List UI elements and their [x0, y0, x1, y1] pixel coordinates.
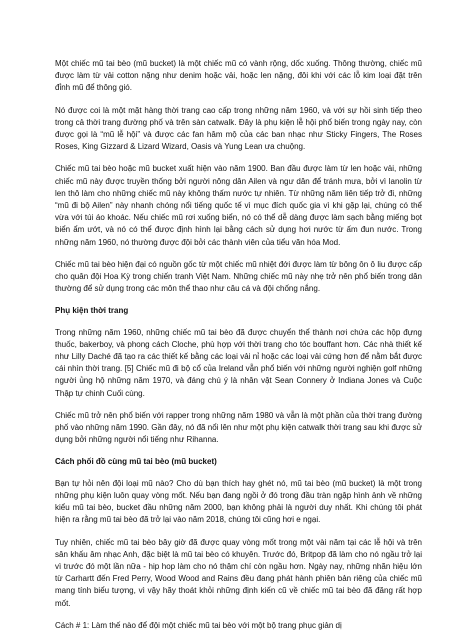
paragraph-designers: Trong những năm 1960, những chiếc mũ tai bèo đã được chuyển thể thành nơi chứa các hộp đựng thuốc, bakerboy, và phong cách Cloche, phù hợp với thời trang cho tóc bouffant hơn. Các nhà thiết kế như Lilly Daché đã tạo ra các thiết kế bằng các loại vải nỉ hoặc các loại vải cứng hơn để nằm bắt được cái nhìn thời trang. [5] Chiếc mũ đi bộ cổ của Ireland vẫn phổ biến với những người nghiện golf những người ủng hộ những năm 1970, và đáng chú ý là nhân vật Sean Connery ở Indiana Jones và Cuộc Thập tự chinh Cuối cùng. [55, 327, 422, 398]
section-heading-styling: Cách phối đồ cùng mũ tai bèo (mũ bucket) [55, 457, 217, 467]
paragraph-rappers: Chiếc mũ trở nên phổ biến với rapper trong những năm 1980 và vẫn là một phần của thời trang đường phố vào những năm 1990. Gần đây, nó đã nổi lên như một phụ kiện catwalk thời trang sau khi được sử dụng bởi những người nổi tiếng như Rihanna. [55, 410, 422, 445]
section-heading-accessory: Phụ kiện thời trang [55, 306, 129, 316]
paragraph-modern-origin: Chiếc mũ tai bèo hiện đại có nguồn gốc từ một chiếc mũ nhiệt đới được làm từ bông ôn ô liu được cấp cho quân đội Hoa Kỳ trong chiến tranh Việt Nam. Những chiếc mũ này nhẹ trở nên phổ biến trong dân thường để sử dụng trong các môn thể thao như câu cá và đội chống nắng. [55, 259, 422, 294]
paragraph-history: Chiếc mũ tai bèo hoặc mũ bucket xuất hiện vào năm 1900. Ban đầu được làm từ len hoặc vải, những chiếc mũ này được truyền thống bởi người nông dân Ailen và ngư dân để tránh mưa, bởi vì lanolin từ len thô làm cho những chiếc mũ này không thấm nước tự nhiên. Từ những năm liên tiếp trở đi, những “mũ đi bộ Ailen” này nhanh chóng nổi tiếng quốc tế vì mục đích quốc gia vì khi gặp lại, chúng có thể vừa với túi áo khoác. Nếu chiếc mũ rơi xuống biển, nó có thể dễ dàng được làm sạch bằng miếng bọt biển ẩm ướt, và nó có thể được định hình lại bằng cách sử dụng hơi nước từ ấm đun nước. Trong những năm 1960, nó thường được đội bởi các thành viên của tiểu văn hóa Mod. [55, 164, 422, 247]
paragraph-fashion-1960s: Nó được coi là một mặt hàng thời trang cao cấp trong những năm 1960, và với sự hồi sinh tiếp theo trong cả thời trang đường phố và trên sàn catwalk. Đây là phụ kiện lễ hội phổ biến trong ngày nay, còn được gọi là “mũ lễ hội” và được các fan hâm mộ của các ban nhạc như Sticky Fingers, The Roses Roses, King Gizzard & Lizard Wizard, Oasis và Yung Lean ưa chuộng. [55, 105, 422, 152]
paragraph-comeback: Tuy nhiên, chiếc mũ tai bèo bây giờ đã được quay vòng mốt trong một vài năm tại các lễ hội và trên sân khấu âm nhạc Anh, đặc biệt là mũ tai bèo có khuyên. Trước đó, Britpop đã làm cho nó ngầu trở lại vì trước đó một lần nữa - hip hop làm cho nó thậm chí còn ngầu hơn. Ngày nay, những nhãn hiệu lớn từ Carhartt đến Fred Perry, Wood Wood and Rains đều đang phát hành phiên bản riêng của chiếc mũ mang tính biểu tượng, vì vậy hãy thoát khỏi những định kiến cũ về chiếc mũ tai bèo đã đăng rất hợp mốt. [55, 537, 422, 608]
paragraph-intro: Một chiếc mũ tai bèo (mũ bucket) là một chiếc mũ có vành rộng, dốc xuống. Thông thường, chiếc mũ được làm từ vải cotton nặng như denim hoặc vải, hoặc len nặng, đôi khi với các lỗ kim loại đặt trên đỉnh mũ để thông gió. [55, 59, 422, 93]
paragraph-question: Bạn tự hỏi nên đội loại mũ nào? Cho dù bạn thích hay ghét nó, mũ tai bèo (mũ bucket) là một trong những phụ kiện luôn quay vòng mốt. Nếu bạn đang ngồi ở đó trong đầu tràn ngập hình ảnh về những kiểu mũ tai bèo, bucket đầu những năm 2000, bạn không phải là người duy nhất. Khi chúng tôi phát hiện ra rằng mũ tai bèo đã trở lại vào năm 2018, chúng tôi cũng hơi e ngại. [55, 478, 422, 525]
paragraph-tip-1: Cách # 1: Làm thế nào để đội một chiếc mũ tai bèo với một bộ trang phục giản dị [55, 620, 342, 630]
